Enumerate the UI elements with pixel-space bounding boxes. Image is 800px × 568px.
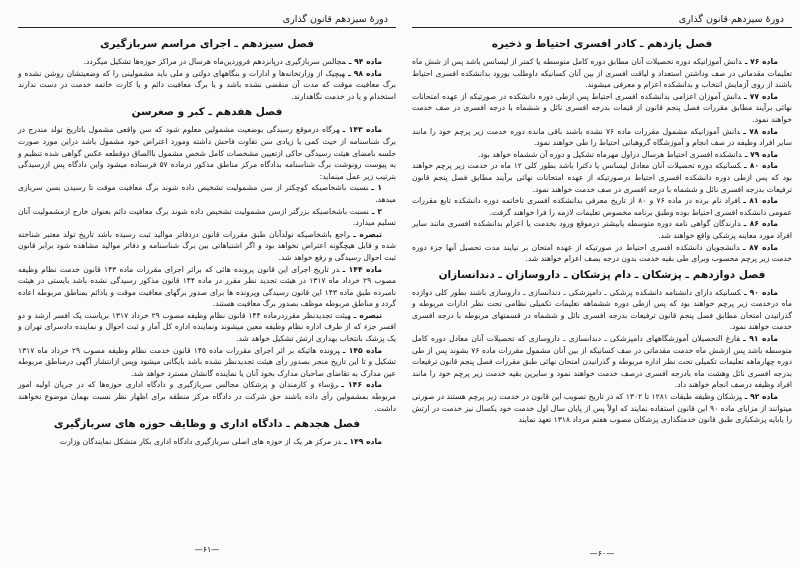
chapter-heading: فصل دوازدهم ـ پزشکان ـ دام پزشکان ـ داروسازان ـ دندانسازان [438, 268, 766, 281]
article-paragraph [412, 287, 792, 333]
article-text: هیچیک از وزارتخانه‌ها و ادارات و بنگاههای دولتی و ملی باید مشمولینی را که وضعیتشان روشن نشده و برگ معافیت موقت که مدت آن منقضی نشده باشد و یا برگ معافیت دائم و یا کارت خاتمه خدمت در دست ندارند استخدام و یا در خدمت نگاهدارند. [18, 68, 396, 101]
article-text: مجالس سربازگیری درپانزدهم فروردین‌ماه هرسال در مراکز حوزه‌ها تشکیل میگردد. [83, 57, 346, 66]
article-number: ماده ۸۰ ـ [744, 161, 779, 171]
article-number: ماده ۷۸ ـ [743, 126, 778, 136]
article-number: ۱ ـ [371, 183, 382, 193]
article-number: ماده ۸۶ ـ [743, 219, 779, 229]
chapter-heading: فصل هفدهم ـ کبر و صغرسن [131, 106, 283, 119]
article-paragraph [412, 195, 792, 218]
article-paragraph [18, 345, 396, 380]
article-number: ماده ۹۴ ـ [348, 57, 382, 66]
article-number: ماده ۱۴۹ ـ [344, 437, 382, 447]
running-head: دورهٔ سیزدهم قانون گذاری [282, 14, 388, 25]
article-number: ماده ۹۲ ـ [744, 392, 778, 402]
article-text: هیئت تجدیدنظر مقرردرماده ۱۴۴ قانون نظام وظیفه مصوب ۲۹ خرداد ۱۳۱۷ بریاست یک افسر ارشد و دو افسر جزء که از طرف اداره نظام وظیفه معین میشوند ونماینده اداره کل آمار و ثبت احوال و نماینده دادسرای تهران و یک پزشک بانتخاب بهداری ارتش تشکیل خواهد شد. [18, 310, 396, 344]
article-number: ماده ۹۱ ـ [743, 334, 778, 344]
article-text: دانش آموزانیکه مشمول مقررات ماده ۷۶ نشده باشند باقی مانده دوره خدمت زیر پرچم خود را مانند سایر افراد وظیفه در صف انجام و آموزشگاه گروهبانی احتیاط را طی خواهند نمود. [412, 126, 792, 148]
article-text: پزشکان وظیفه طبقات ۱۲۸۱ تا ۱۳۰۲ که در تاریخ تصویب این قانون در خدمت زیر پرچم هستند در صورتی میتوانند از مزایای ماده ۹۰ این قانون استفاده نمایند که اولاً پس از پایان سال اول خدمت خود یکسال نیز خدمت در ارتش را یابایه پزشکیاری طبق قانون خدمتگذاری پزشکان مصوب هفتم مرداد ۱۳۱۸ تعهد نمایند [412, 392, 792, 425]
article-paragraph [18, 124, 396, 182]
article-text: کسانیکه دارای دانشنامه دانشکده پزشکی ـ دامپزشکی ـ دندانسازی ـ داروسازی باشند بطور کلی دوازده ماه درخدمت زیر پرچم خواهند بود که پس ازطی دوره ششماهه تعلیمات تکمیلی نظامی تحت نظر ادارات مربوطه و گذرانیدن امتحان مطابق فصل پنجم قانون ترفیعات بدرجه افسری نائل و ششماه در قسمتهای مربوطه با درجه افسری خدمت خواهند نمود. [412, 287, 792, 332]
article-text: در تاریخ اجرای این قانون پرونده هائی که براثر اجرای مقررات ماده ۱۴۳ قانون خدمت نظام وظیفه مصوب ۲۹ خرداد ماه ۱۳۱۷ در هیئت تجدید نظر مقرر در ماده ۱۴۴ قانون مذکور رسیدگی نشده باشد بایستی در هیئت نامبرده طبق ماده ۱۴۳ این قانون رسیدگی وپرونده ها برای صدور برگهای معافیت موقت و یادائم بمناطق مربوطه اعاده گردد و مناطق مربوطه موظف بصدور برگ معافیت هستند. [18, 264, 397, 309]
article-number: ماده ۹۸ ـ [348, 68, 382, 78]
page-number: —۶۰— [589, 549, 615, 558]
article-paragraph [18, 310, 396, 345]
article-paragraph [18, 229, 396, 264]
article-paragraph [412, 391, 792, 426]
article-paragraph [412, 218, 792, 241]
article-text: هرگاه درموقع رسیدگی بوضعیت مشمولین معلوم شود که سن واقعی مشمول باتاریخ تولد مندرج در برگ شناسنامه از حیث کمی یا زیادی سن تفاوت فاحش داشته ومورد اعتراض خود مشمول باشد دراین مورد صورت جلسه بامضای هیئت رسیدگی حاکی ازتعیین مشخصات کامل شخص مشمول باالصاق دوقطعه عکس گواهی شده تنظیم و به پیوست رونوشت برگ شناسنامه بدادگاه مرکز مناطق مذکور درماده ۵۷ فرستاده میشود واین دادگاه پس ازرسیدگی بترتیب زیر عمل مینماید: [18, 125, 396, 181]
article-number: ماده ۹۰ ـ [743, 287, 778, 297]
article-paragraph [412, 160, 792, 195]
article-text: فارغ التحصیلان آموزشگاههای دامپزشکی ـ دندانسازی ـ داروسازی که تحصیلات آنان معادل دوره کامل متوسطه باشد پس ازشش ماه خدمت مقدماتی در صف کسانیکه از بین آنان مشمول مقررات ماده ۷۶ بشوند پس از طی دوره چهارماهه تعلیمات تکمیلی تحت نظر اداره مربوطه و گذرانیدن امتحان نهائی طبق مقررات فصل پنجم قانون ترفیعات بدرجه افسری نائل وهشت ماه بادرجه افسری درصف خدمت خواهند نمود و سایرین بقیه خدمت زیر پرچم خود را مانند افراد وظیفه درصف انجام خواهند داد. [412, 334, 792, 390]
list-item [18, 182, 396, 205]
article-paragraph [18, 379, 396, 414]
article-number: ماده ۱۴۵ ـ [342, 345, 383, 355]
article-text: راجع باشخاصیکه تولدآنان طبق مقررات قانون دردفاتر موالید ثبت رسیده باشد تاریخ تولد معتبر شناخته شده و قابل هیچگونه اعتراض نخواهد بود و اگر اشتباهاتی بین برگ شناسنامه و دفاتر موالید مشاهده شود برابر قانون ثبت احوال رسیدگی و رفع خواهد شد. [18, 229, 396, 262]
left-page [18, 0, 396, 568]
article-text: دانش آموزان اعزامی بدانشکده افسری احتیاط پس ازطی دوره دانشکده در صورتیکه از عهده امتحانات نهائی برآیند مطابق مقررات فصل پنجم قانون از قیمات بدرجه افسری نائل و ششماه با درجه افسری در صف خدمت خواهند نمود. [412, 91, 792, 124]
running-head: دورهٔ سیزدهم قانون گذاری [678, 14, 784, 25]
chapter-heading: فصل یازدهم ـ کادر افسری احتیاط و ذخیره [491, 38, 713, 50]
page-body [18, 34, 396, 448]
article-number: ۲ ـ [371, 206, 382, 216]
right-page [412, 0, 792, 568]
article-number: ماده ۸۱ ـ [743, 196, 779, 206]
article-number: ماده ۷۷ ـ [744, 91, 778, 101]
article-number: تبصره ـ [353, 229, 382, 239]
article-number: ماده ۱۴۶ ـ [341, 380, 383, 390]
chapter-heading: فصل هجدهم ـ دادگاه اداری و وظایف حوزه های سربازگیری [53, 418, 361, 431]
article-text: در مرکز هر یک از حوزه های اصلی سربازگیری دادگاه اداری بکار متشکل نمایندگان وزارت [59, 437, 342, 447]
article-number: تبصره ـ [353, 310, 382, 320]
article-number: ماده ۱۴۴ ـ [342, 264, 382, 274]
article-paragraph [412, 333, 792, 391]
article-number: ماده ۷۶ ـ [744, 57, 779, 66]
list-item [18, 206, 396, 229]
article-paragraph [18, 436, 396, 448]
article-text: رؤساء و کارمندان و پزشکان مجالس سربازگیری و دادگاه اداری حوزه‌ها که در جریان اولیه امور مربوطه بمشمولین رأی داده باشند حق شرکت در دادگاه مرکز منطقه برای اظهار نظر نسبت بهمان موضوع نخواهند داشت. [18, 380, 396, 413]
article-paragraph [18, 56, 396, 68]
article-text: دانشکده افسری احتیاط هرسال دراول مهرماه تشکیل و دوره آن ششماه خواهد بود. [478, 149, 742, 159]
article-paragraph [412, 242, 792, 265]
article-number: ماده ۸۷ ـ [742, 242, 779, 252]
page-body [412, 34, 792, 426]
article-paragraph [412, 56, 792, 91]
article-text: دارندگان گواهی نامه دوره متوسطه یابیشتر درموقع ورود بخدمت یا اعزام بدانشکده افسری مانند سایر افراد مورد معاینه پزشکی واقع خواهند شد. [412, 219, 792, 240]
article-text: افراد نام برده در ماده ۷۶ و ۸۰ از تاریخ معرفی بدانشکده افسری تاخاتمه دوره دانشکده تابع مقررات عمومی دانشکده افسری احتیاط بوده وطبق برنامه مخصوص تعلیمات لازمه را فرا خواهند گرفت. [412, 196, 792, 217]
article-text: دانش آموزانیکه دوره تحصیلات آنان مطابق دوره کامل متوسطه یا کمتر از لیسانس باشد پس از شش ماه تعلیمات مقدماتی در صف وداشتن استعداد و لیاقت افسری از بین آنان کسانیکه داوطلب بورود بدانشکده افسری احتیاط باشند از روی آزمایش انتخاب و بدانشکده اعزام و معرفی میشوند. [412, 57, 792, 90]
article-text: نسبت باشخاصیکه بزرگتر ازسن مشمولیت تشخیص داده شوند برگ معافیت دائم بعنوان خارج ازمشمولیت آنان تسلیم میدارد. [18, 206, 396, 228]
article-text: دانشجویان دانشکده افسری احتیاط در صورتیکه از عهده امتحان بر نیایند مدت تحصیل آنها جزء دوره خدمت زیر پرچم محسوب وبرای طی بقیه خدمت بدون درجه بصف اعزام خواهند شد. [412, 242, 792, 264]
article-paragraph [18, 264, 396, 310]
header-rule [412, 27, 792, 28]
page-number: —۶۱— [194, 545, 220, 554]
article-paragraph [412, 91, 792, 126]
article-paragraph [412, 149, 792, 161]
article-number: ماده ۷۹ ـ [744, 149, 778, 159]
header-rule [18, 27, 396, 28]
article-paragraph [412, 126, 792, 149]
article-paragraph [18, 68, 396, 103]
article-text: پرونده هائیکه بر اثر اجرای مقررات ماده ۱۴۵ قانون خدمت نظام وظیفه مصوب ۲۹ خرداد ماه ۱۳۱۷ تشکیل و تا این تاریخ منجر بصدور رأی هیئت تجدیدنظر نشده باشد بایگانی میشود وپس ازانتشار آگهی درمناطق مربوطه عین مدارک به تقاضای صاحبان مدارک بخود آنان یا نماینده گانشان مسترد خواهد شد. [18, 345, 396, 378]
chapter-heading: فصل سیزدهم ـ اجرای مراسم سربازگیری [100, 38, 314, 50]
article-text: کسانیکه دوره تحصیلات آنان معادل لیسانس یا دکترا باشد بطور کلی ۱۲ ماه در خدمت زیر پرچم خواهند بود که پس ازطی دوره دانشکده افسری احتیاط درصورتیکه از عهده امتحانات نهائی برآیند مطابق فصل پنجم قانون ترفیعات بدرجه افسری نائل و ششماه با درجه افسری در صف خدمت خواهند نمود. [412, 161, 792, 194]
article-text: نسبت باشخاصیکه کوچکتر از سن مشمولیت تشخیص داده شوند برگ معافیت موقت تا رسیدن بسن سربازی میدهد. [18, 183, 396, 204]
article-number: ماده ۱۴۳ ـ [342, 125, 382, 135]
